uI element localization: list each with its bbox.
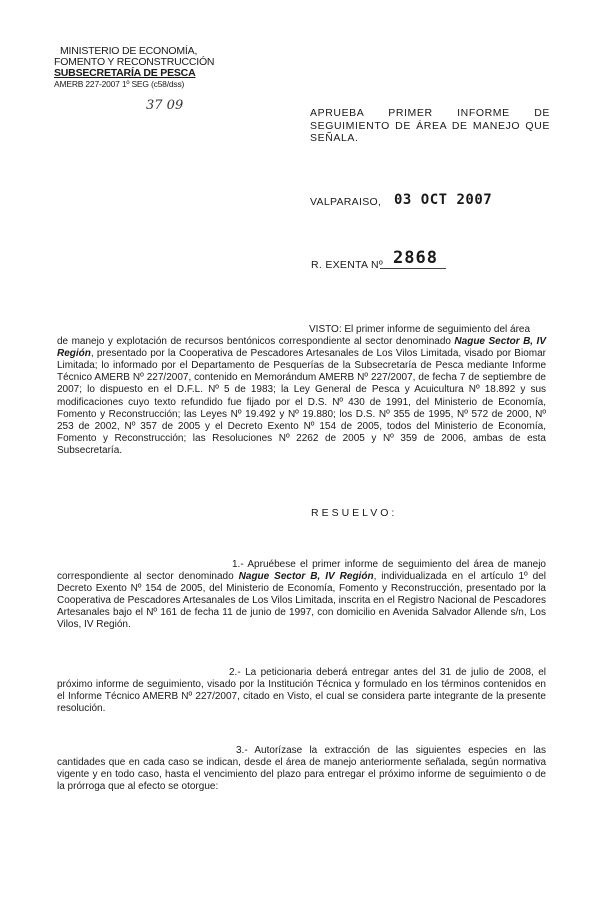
resolution-label: R. EXENTA Nº xyxy=(311,259,384,271)
letterhead xyxy=(54,46,229,90)
letterhead-ministry: MINISTERIO DE ECONOMÍA, xyxy=(60,45,198,57)
visto-heading-line: VISTO: El primer informe de seguimiento del área xyxy=(309,324,531,335)
item1-text-c: , individualizada en el artículo 1º del Decreto Exento Nº 154 de 2005, del Ministerio de Economía, Fomento y Reconstrucción, presentado por la Cooperativa de Pescadores Artesanales de Los Vilos Limitada, inscrita en el Registro Nacional de Pescadores Artesanales bajo el Nº 161 de fecha 11 de junio de 1997, con domicilio en Avenida Salvador Allende s/n, Los Vilos, IV Región. xyxy=(57,571,547,631)
resolution-item-1 xyxy=(57,559,546,632)
visto-paragraph xyxy=(57,324,546,457)
resolution-number-underline xyxy=(380,268,446,269)
date-stamp: 03 OCT 2007 xyxy=(394,192,493,208)
item1-sector-name: Nague Sector B, IV Región xyxy=(238,571,374,583)
visto-text-c: , presentado por la Cooperativa de Pescadores Artesanales de Los Vilos Limitada, visado por Biomar Limitada; lo informado por el Departamento de Pesquerías de la Subsecretaría de Pesca mediante Informe Técnico AMERB Nº 227/2007, contenido en Memorándum AMERB Nº 227/2007, de fecha 7 de septiembre de 2007; lo dispuesto en el D.F.L. Nº 5 de 1983; la Ley General de Pesca y Acuicultura Nº 18.892 y sus modificaciones cuyo texto refundido fue fijado por el D.S. Nº 430 de 1991, del Ministerio de Economía, Fomento y Reconstrucción; las Leyes Nº 19.492 y Nº 19.880; los D.S. Nº 355 de 1995, Nº 572 de 2000, Nº 253 de 2002, Nº 357 de 2005 y el Decreto Exento Nº 154 de 2005, todos del Ministerio de Economía, Fomento y Reconstrucción; las Resoluciones Nº 2262 de 2005 y Nº 359 de 2006, ambas de esta Subsecretaría. xyxy=(57,348,546,456)
letterhead-subsecretaria: SUBSECRETARÍA DE PESCA xyxy=(54,67,196,79)
resolution-number: 2868 xyxy=(393,248,438,268)
visto-text-a: de manejo y explotación de recursos bentónicos correspondiente al sector denominado xyxy=(57,336,455,348)
place-label: VALPARAISO, xyxy=(310,196,382,208)
item1-text-a: 1.- Apruébese el primer informe de seguimiento del área de manejo correspondiente al sector denominado xyxy=(57,559,546,583)
document-title: APRUEBA PRIMER INFORME DE SEGUIMIENTO DE ÁREA DE MANEJO QUE SEÑALA. xyxy=(310,107,550,144)
item3-text: 3.- Autorízase la extracción de las siguientes especies en las cantidades que en cada caso se indican, desde el área de manejo anteriormente señalada, según normativa vigente y en todo caso, hasta el vencimiento del plazo para entregar el próximo informe de seguimiento o de la prórroga que al efecto se otorgue: xyxy=(57,745,546,793)
resolution-item-2 xyxy=(57,667,546,715)
letterhead-reference: AMERB 227-2007 1º SEG (c58/dss) xyxy=(54,79,185,89)
item2-text: 2.- La peticionaria deberá entregar antes del 31 de julio de 2008, el próximo informe de seguimiento, visado por la Institución Técnica y formulado en los términos contenidos en el Informe Técnico AMERB Nº 227/2007, citado en Visto, el cual se considera parte integrante de la presente resolución. xyxy=(57,667,546,715)
resuelvo-heading: RESUELVO: xyxy=(311,507,398,519)
letterhead-fomento: FOMENTO Y RECONSTRUCCIÓN xyxy=(54,56,215,68)
visto-sector-name: Nague Sector B, IV Región xyxy=(57,336,546,360)
handwritten-note: 37 09 xyxy=(146,98,184,113)
resolution-item-3 xyxy=(57,745,546,793)
